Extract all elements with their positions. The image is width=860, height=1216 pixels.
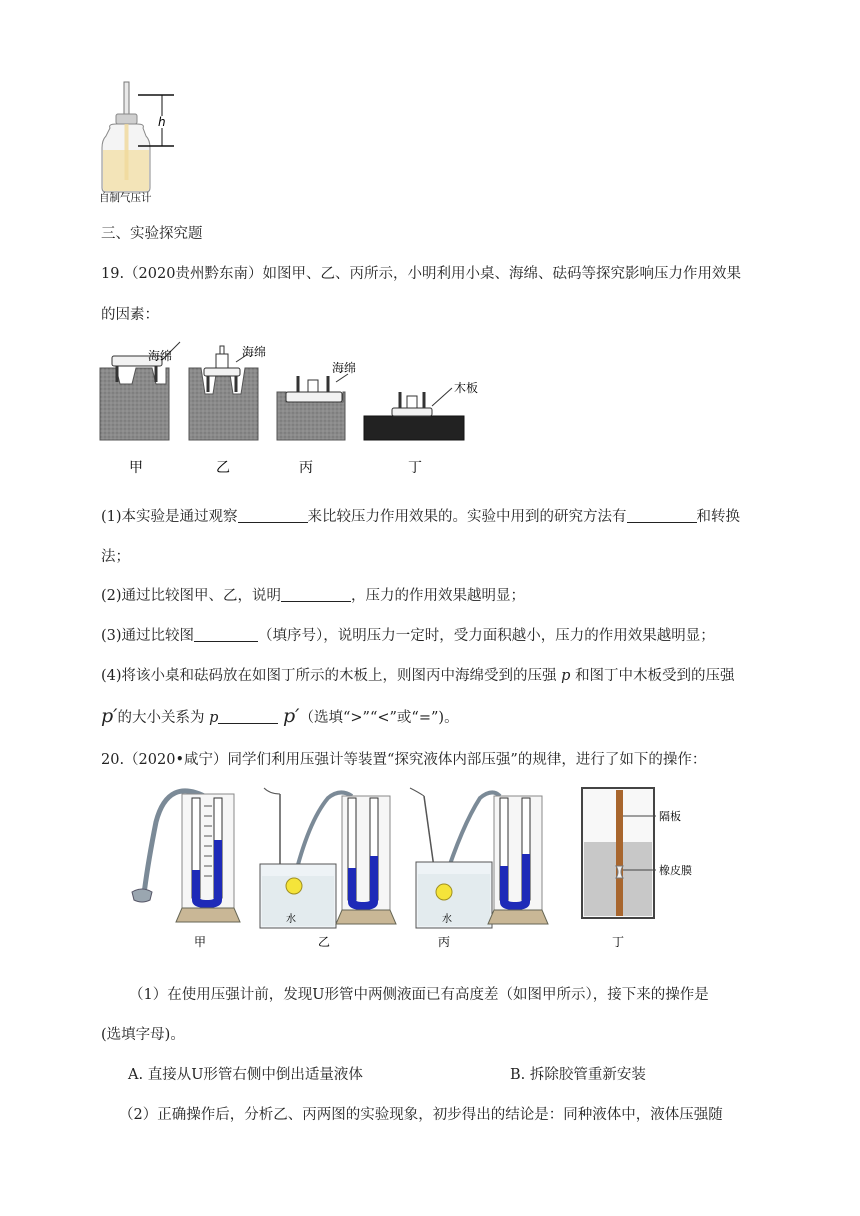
board-label: 木板 <box>454 381 479 395</box>
q20-options <box>0 1065 860 1085</box>
gauge-caption-ding: 丁 <box>612 935 625 949</box>
sponge-label-yi: 海绵 <box>242 345 267 359</box>
q20-part2: （2）正确操作后，分析乙、丙两图的实验现象，初步得出的结论是：同种液体中，液体压强随 <box>119 1107 723 1123</box>
caption-yi: 乙 <box>216 460 230 476</box>
height-label: h <box>158 115 166 129</box>
barometer-caption: 自制气压计 <box>99 192 152 204</box>
answer-blank-2[interactable] <box>627 508 697 523</box>
caption-bing: 丙 <box>299 460 313 476</box>
answer-blank-1[interactable] <box>238 508 308 523</box>
gauge-caption-jia: 甲 <box>194 935 207 949</box>
fig-yi <box>189 345 266 476</box>
gauge-yi <box>260 788 396 949</box>
sponge-label-jia: 海绵 <box>148 349 173 363</box>
q19-part1-line2: 法； <box>101 549 130 565</box>
gauge-jia <box>132 791 240 949</box>
q19-part2: (2)通过比较图甲、乙，说明 ，压力的作用效果越明显； <box>101 588 526 604</box>
fig-jia <box>100 342 180 476</box>
water-label-bing: 水 <box>442 914 452 925</box>
homemade-barometer-figure <box>96 78 206 204</box>
q20-pressure-gauge-figure <box>128 782 724 962</box>
answer-blank-4[interactable] <box>194 627 258 642</box>
option-a: A. 直接从U形管右侧中倒出适量液体 <box>128 1067 363 1083</box>
q19-pressure-figure <box>96 336 496 488</box>
gauge-bing <box>410 788 548 949</box>
gauge-caption-bing: 丙 <box>438 935 451 949</box>
q19-stem-line1: 19.（2020贵州黔东南）如图甲、乙、丙所示，小明利用小桌、海绵、砝码等探究影响压力作用效果 <box>101 266 741 282</box>
q19-part3: (3)通过比较图 （填序号），说明压力一定时，受力面积越小，压力的作用效果越明显； <box>101 628 715 644</box>
partition-label: 隔板 <box>659 810 681 823</box>
gauge-caption-yi: 乙 <box>318 935 331 949</box>
q20-stem: 20.（2020•咸宁）同学们利用压强计等装置“探究液体内部压强”的规律，进行了如下的操作： <box>101 752 707 768</box>
fig-ding <box>364 380 478 476</box>
container-ding <box>582 788 692 949</box>
q19-stem-line2: 的因素： <box>101 307 159 323</box>
fig-bing <box>277 361 356 476</box>
water-label-yi: 水 <box>286 914 296 925</box>
caption-jia: 甲 <box>129 460 143 476</box>
caption-ding: 丁 <box>408 460 422 476</box>
option-b: B. 拆除胶管重新安装 <box>510 1067 646 1083</box>
q20-part1-line1: （1）在使用压强计前，发现U形管中两侧液面已有高度差（如图甲所示），接下来的操作是 <box>129 987 709 1003</box>
sponge-label-bing: 海绵 <box>332 361 357 375</box>
q19-part1-line1: (1)本实验是通过观察 来比较压力作用效果的。实验中用到的研究方法有 和转换 <box>101 509 741 525</box>
q19-part4-line2: p′的大小关系为 p p′（选填“>”“<”或“=”)。 <box>101 705 459 727</box>
q20-part1-line2: (选填字母)。 <box>101 1027 185 1043</box>
membrane-label: 橡皮膜 <box>659 864 692 877</box>
section-title: 三、实验探究题 <box>101 226 203 242</box>
answer-blank-3[interactable] <box>281 587 351 602</box>
answer-blank-5[interactable] <box>218 709 278 724</box>
q19-part4-line1: (4)将该小桌和砝码放在如图丁所示的木板上，则图丙中海绵受到的压强 p 和图丁中木板受到的压强 <box>101 668 735 684</box>
